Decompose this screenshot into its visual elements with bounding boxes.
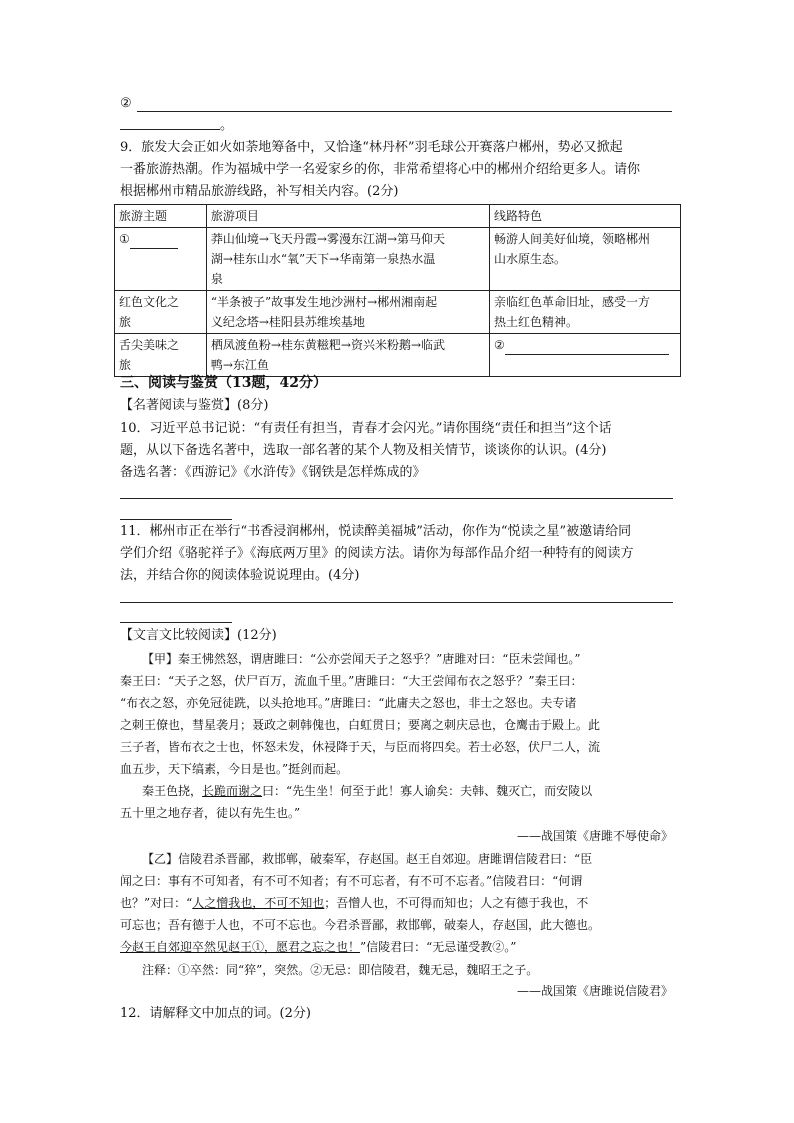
period-mark: 。: [220, 118, 234, 133]
table-row: [115, 228, 681, 291]
jia-line-5: 三子者，皆布衣之士也，怀怒未发，休祲降于天，与臣而将四矣。若士必怒，伏尸二人，流: [120, 740, 601, 754]
answer-blank-continuation[interactable]: [120, 129, 220, 130]
yi-line-1: 【乙】信陵君杀晋鄙，救邯郸，破秦军，存赵国。赵王自郊迎。唐雎谓信陵君曰：“臣: [142, 852, 593, 866]
q10-answer-blank-continuation[interactable]: [120, 519, 232, 520]
jia-line-6: 血五步，天下缟素，今日是也。”挺剑而起。: [120, 762, 349, 776]
q10-answer-blank[interactable]: [120, 498, 673, 499]
theme-blank[interactable]: [130, 248, 178, 249]
circled-marker: ②: [120, 96, 132, 111]
q11-line-1: 11．郴州市正在举行“书香浸润郴州，悦读醉美福城”活动，你作为“悦读之星”被邀请给同: [120, 524, 632, 539]
theme-cell: 舌尖美味之 旅: [115, 334, 207, 377]
q10-line-2: 题，从以下备选名著中，选取一部名著的某个人物及相关情节，谈谈你的认识。(4分): [120, 443, 607, 458]
header-feature: 线路特色: [490, 205, 681, 228]
q10-line-1: 10．习近平总书记说：“有责任有担当，青春才会闪光。”请你围绕“责任和担当”这个话: [120, 421, 612, 436]
q10-line-3: 备选名著：《西游记》《水浒传》《钢铁是怎样炼成的》: [120, 465, 426, 480]
header-project: 旅游项目: [206, 205, 489, 228]
yi-line-2: 闻之曰：事有不可知者，有不可不知者；有不可忘者，有不可不忘者。”信陵君曰：“何谓: [120, 874, 583, 888]
yi-line-3: 也？”对曰：“人之憎我也，不可不知也；吾憎人也，不可得而知也；人之有德于我也，不: [120, 896, 589, 910]
table-header-row: [115, 205, 681, 228]
jia-line-3: “布衣之怒，亦免冠徒跣，以头抢地耳。”唐雎曰：“此庸夫之怒也，非士之怒也。夫专诸: [120, 696, 577, 710]
annotation-note: 注释：①卒然：同“猝”，突然。②无忌：即信陵君，魏无忌，魏昭王之子。: [142, 963, 539, 977]
theme-cell-blank[interactable]: ①: [115, 228, 207, 291]
jia-line-7: 秦王色挠，长跪而谢之曰：“先生坐！何至于此！寡人谕矣：夫韩、魏灭亡，而安陵以: [142, 784, 593, 798]
feature-blank[interactable]: [505, 354, 669, 355]
q12-line-1: 12．请解释文中加点的词。(2分): [120, 1006, 311, 1021]
yi-source: ——战国策《唐雎说信陵君》: [516, 984, 673, 998]
jia-line-1: 【甲】秦王怫然怒，谓唐雎曰：“公亦尝闻天子之怒乎？”唐雎对曰：“臣未尝闻也。”: [142, 652, 581, 666]
mingzhu-title: 【名著阅读与鉴赏】(8分): [120, 398, 269, 413]
jia-line-8: 五十里之地存者，徒以有先生也。”: [120, 806, 301, 820]
q9-line-1: 9．旅发大会正如火如荼地筹备中，又恰逢“林丹杯”羽毛球公开赛落户郴州，势必又掀起: [120, 140, 623, 155]
project-cell: 栖凤渡鱼粉→桂东黄糍粑→资兴米粉鹅→临武 鸭→东江鱼: [206, 334, 489, 377]
project-cell: 莽山仙境→飞天丹霞→雾漫东江湖→第马仰天 湖→桂东山水“氧”天下→华南第一泉热水温 泉: [206, 228, 489, 291]
jia-line-2: 秦王曰：“天子之怒，伏尸百万，流血千里。”唐雎曰：“大王尝闻布衣之怒乎？”秦王曰：: [120, 674, 583, 688]
answer-blank[interactable]: [137, 111, 672, 112]
tour-route-table: [114, 204, 681, 377]
feature-cell: 亲临红色革命旧址，感受一方 热土红色精神。: [490, 291, 681, 334]
underlined-sentence: 长跪而谢之: [202, 784, 263, 798]
q9-line-3: 根据郴州市精品旅游线路，补写相关内容。(2分): [120, 184, 399, 199]
underlined-sentence: 今赵王自郊迎卒然见赵王①，愿君之忘之也！: [120, 940, 361, 954]
header-theme: 旅游主题: [115, 205, 207, 228]
theme-cell: 红色文化之 旅: [115, 291, 207, 334]
q11-answer-blank-continuation[interactable]: [120, 622, 232, 623]
jia-line-4: 之刺王僚也，彗星袭月；聂政之刺韩傀也，白虹贯日；要离之刺庆忌也，仓鹰击于殿上。此: [120, 718, 601, 732]
jia-source: ——战国策《唐雎不辱使命》: [516, 829, 673, 843]
feature-cell-blank[interactable]: ②: [490, 334, 681, 377]
yi-line-5: 今赵王自郊迎卒然见赵王①，愿君之忘之也！”信陵君曰：“无忌谨受教②。”: [120, 940, 517, 954]
q9-line-2: 一番旅游热潮。作为福城中学一名爱家乡的你，非常希望将心中的郴州介绍给更多人。请你: [120, 162, 641, 177]
section-3-title: 三、阅读与鉴赏（13题，42分）: [120, 375, 327, 391]
q11-line-2: 学们介绍《骆驼祥子》《海底两万里》的阅读方法。请你为每部作品介绍一种特有的阅读方: [120, 546, 634, 561]
q11-answer-blank[interactable]: [120, 602, 673, 603]
feature-cell: 畅游人间美好仙境，领略郴州 山水原生态。: [490, 228, 681, 291]
q11-line-3: 法，并结合你的阅读体验说说理由。(4分): [120, 568, 360, 583]
yi-line-4: 可忘也；吾有德于人也，不可不忘也。今君杀晋鄙，救邯郸，破秦人，存赵国，此大德也。: [120, 918, 601, 932]
wenyan-title: 【文言文比较阅读】(12分): [120, 628, 277, 643]
table-row: [115, 334, 681, 377]
table-row: [115, 291, 681, 334]
project-cell: “半条被子”故事发生地沙洲村→郴州湘南起 义纪念塔→桂阳县苏维埃基地: [206, 291, 489, 334]
underlined-sentence: 人之憎我也，不可不知也: [192, 896, 325, 910]
